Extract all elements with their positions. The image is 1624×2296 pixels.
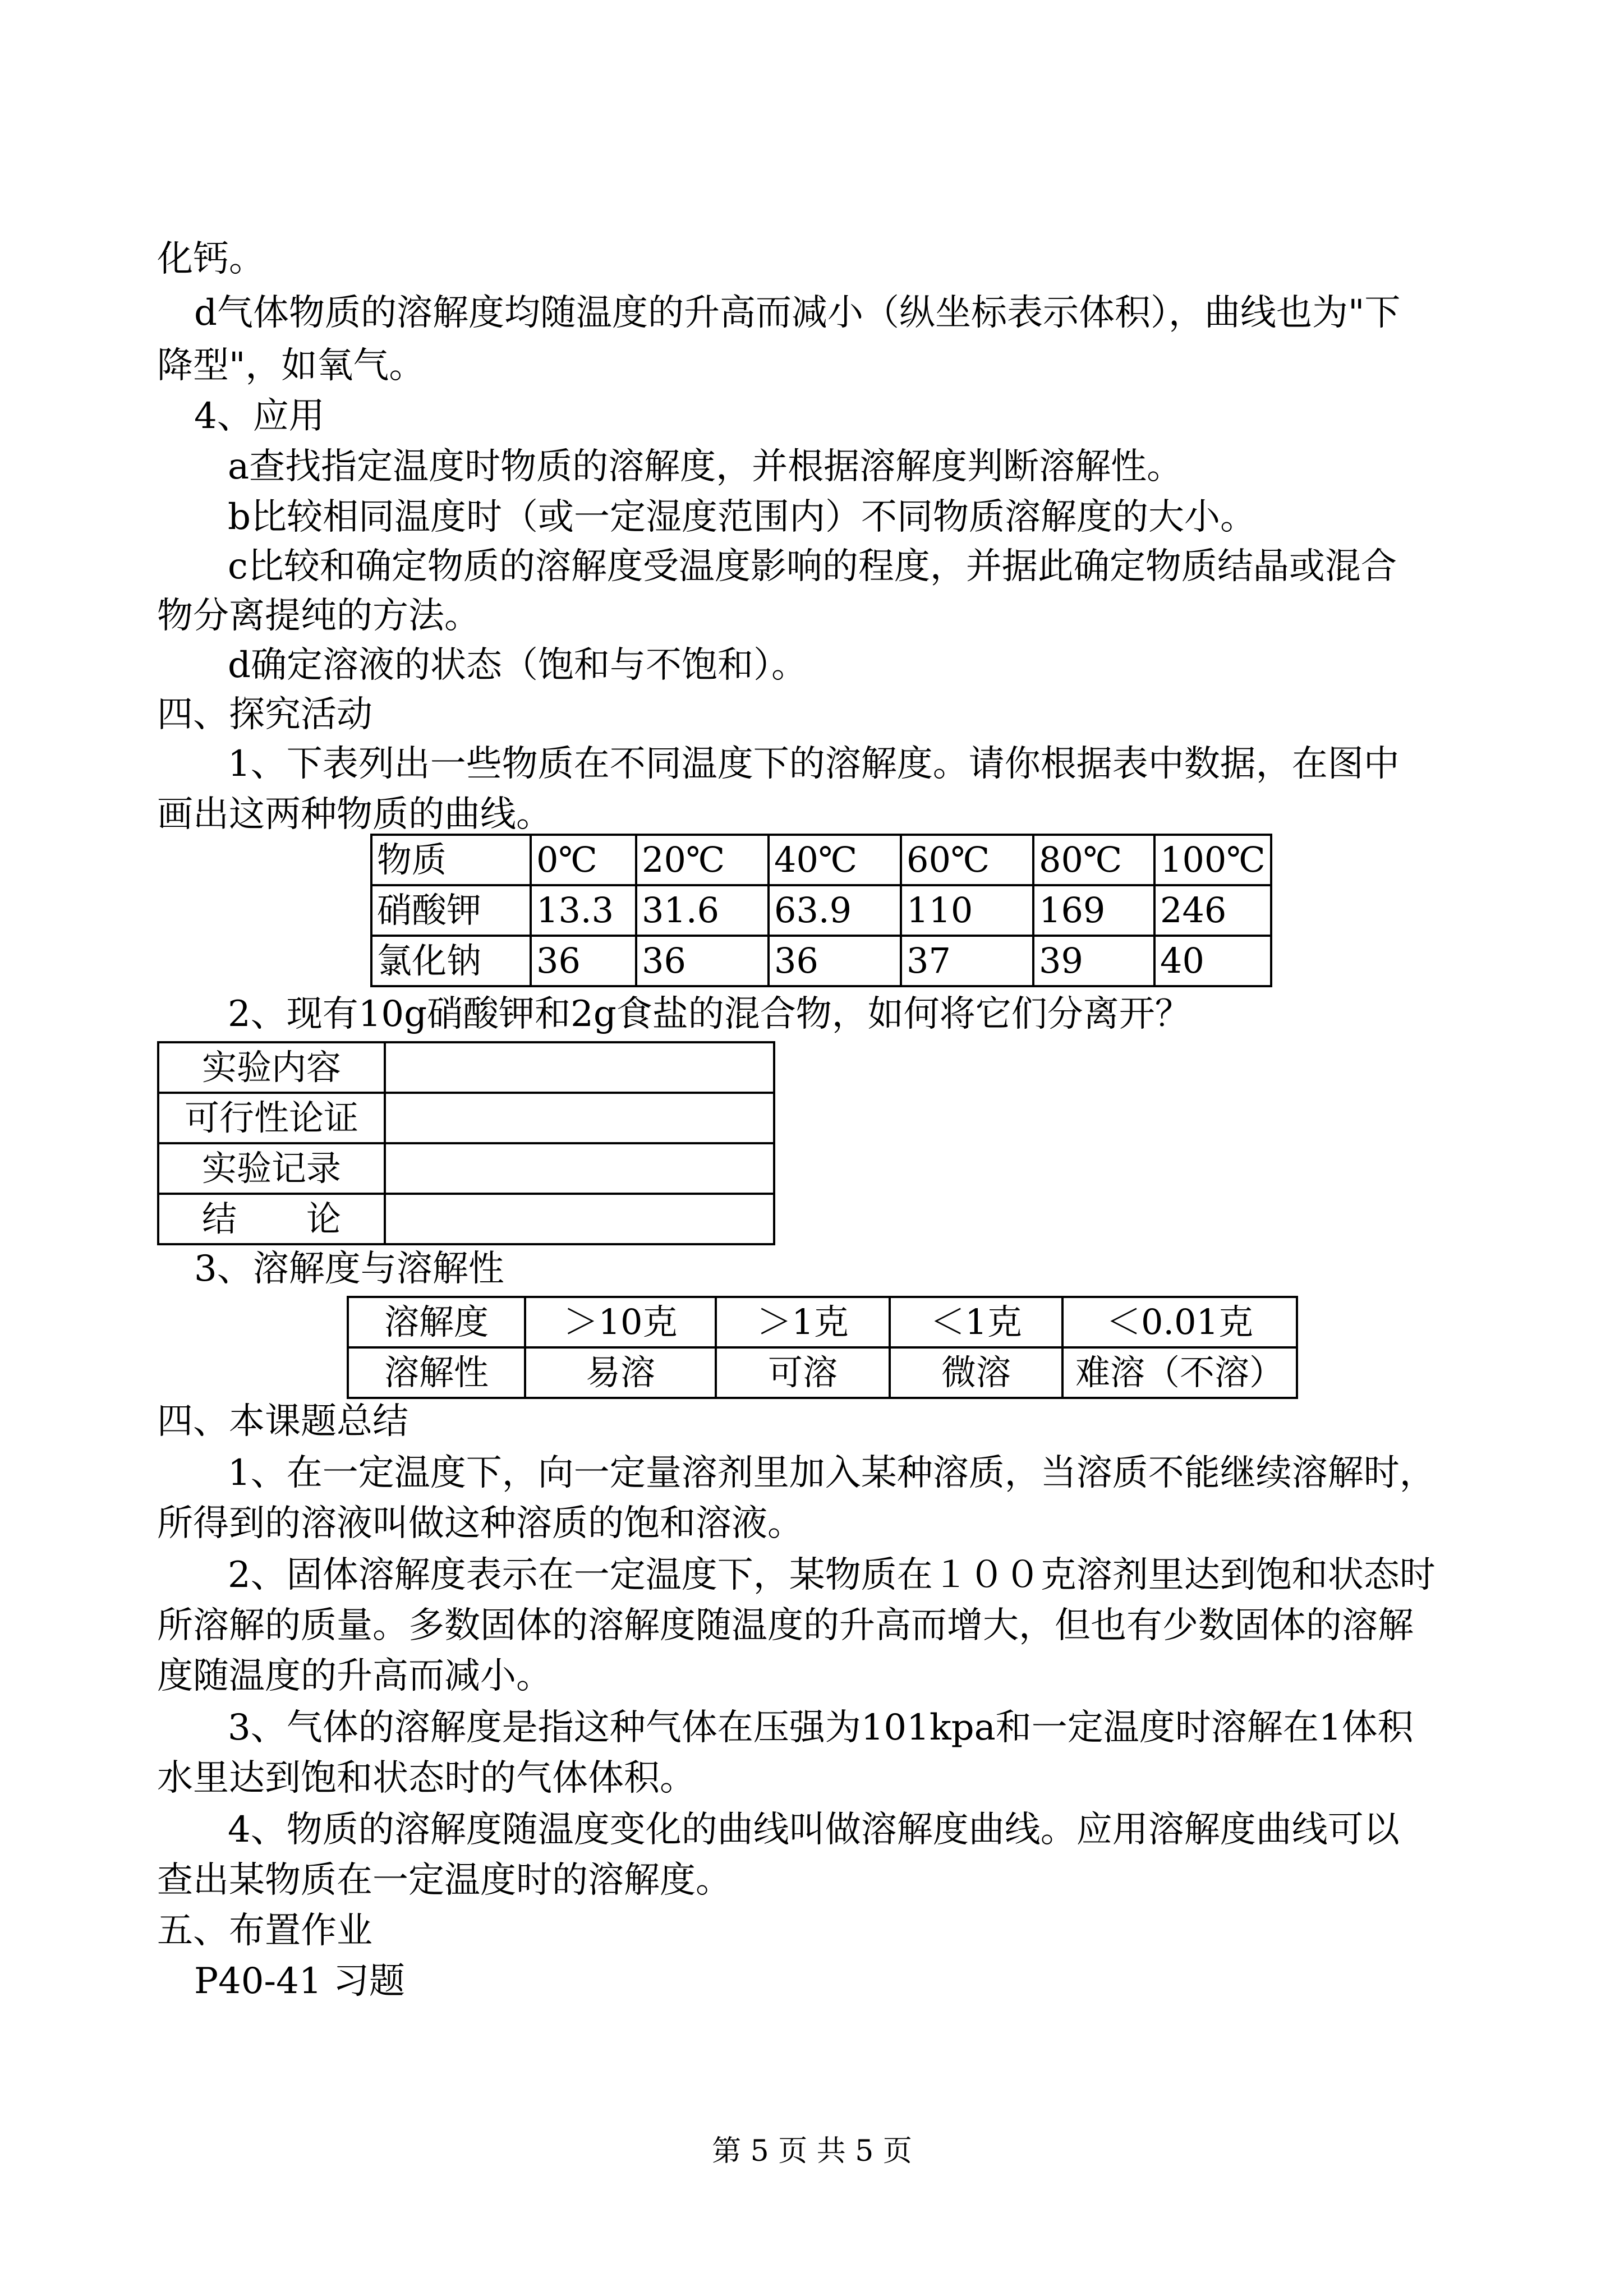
answer-cell[interactable] (385, 1143, 774, 1194)
text-line: 降型"，如氧气。 (157, 345, 425, 386)
table-header-cell: 物质 (371, 835, 531, 885)
text-line: b比较相同温度时（或一定湿度范围内）不同物质溶解度的大小。 (228, 496, 1256, 538)
table-row (371, 936, 1271, 986)
table-cell: ＜1克 (890, 1297, 1062, 1347)
text-line: c比较和确定物质的溶解度受温度影响的程度，并据此确定物质结晶或混合 (228, 546, 1397, 587)
text-line: P40-41 习题 (194, 1961, 405, 2002)
table-row (158, 1143, 774, 1194)
table-row (348, 1297, 1297, 1347)
table-cell: 结 论 (158, 1194, 385, 1244)
table-cell: 40 (1154, 936, 1271, 986)
table-cell: 溶解性 (348, 1347, 525, 1398)
table-header-cell: 40℃ (769, 835, 901, 885)
table-cell: ＞10克 (525, 1297, 716, 1347)
table-row (158, 1093, 774, 1143)
text-line: 3、气体的溶解度是指这种气体在压强为101kpa和一定温度时溶解在1体积 (228, 1707, 1414, 1749)
answer-cell[interactable] (385, 1194, 774, 1244)
solubility-class-table (347, 1296, 1298, 1399)
table-cell: 31.6 (636, 885, 769, 936)
table-cell: 169 (1033, 885, 1154, 936)
section-heading: 四、探究活动 (157, 694, 372, 735)
table-cell: 63.9 (769, 885, 901, 936)
table-cell: 36 (769, 936, 901, 986)
table-cell: 36 (531, 936, 636, 986)
table-cell: 39 (1033, 936, 1154, 986)
table-cell: 36 (636, 936, 769, 986)
table-header-cell: 60℃ (901, 835, 1033, 885)
solubility-table (370, 834, 1272, 987)
text-line: 1、在一定温度下，向一定量溶剂里加入某种溶质，当溶质不能继续溶解时， (228, 1452, 1436, 1494)
text-line: 2、现有10g硝酸钾和2g食盐的混合物，如何将它们分离开？ (228, 993, 1191, 1035)
table-cell: 实验内容 (158, 1042, 385, 1093)
table-cell: 实验记录 (158, 1143, 385, 1194)
table-cell: 难溶（不溶） (1062, 1347, 1297, 1398)
text-line: a查找指定温度时物质的溶解度，并根据溶解度判断溶解性。 (228, 446, 1183, 487)
answer-cell[interactable] (385, 1093, 774, 1143)
text-line: d确定溶液的状态（饱和与不饱和）。 (228, 645, 807, 686)
section-heading: 五、布置作业 (157, 1910, 372, 1952)
table-cell: 110 (901, 885, 1033, 936)
text-line: 2、固体溶解度表示在一定温度下，某物质在１００克溶剂里达到饱和状态时 (228, 1554, 1436, 1596)
table-cell: 246 (1154, 885, 1271, 936)
answer-cell[interactable] (385, 1042, 774, 1093)
text-line: 度随温度的升高而减小。 (157, 1655, 552, 1697)
table-row (158, 1194, 774, 1244)
section-heading: 四、本课题总结 (157, 1401, 408, 1442)
table-cell: 溶解度 (348, 1297, 525, 1347)
text-line: 4、物质的溶解度随温度变化的曲线叫做溶解度曲线。应用溶解度曲线可以 (228, 1809, 1400, 1851)
table-cell: 易溶 (525, 1347, 716, 1398)
table-header-cell: 100℃ (1154, 835, 1271, 885)
table-header-cell: 0℃ (531, 835, 636, 885)
text-line: 查出某物质在一定温度时的溶解度。 (157, 1860, 732, 1901)
text-line: 1、下表列出一些物质在不同温度下的溶解度。请你根据表中数据，在图中 (228, 743, 1400, 785)
text-line: d气体物质的溶解度均随温度的升高而减小（纵坐标表示体积），曲线也为"下 (194, 292, 1401, 334)
table-cell: 可行性论证 (158, 1093, 385, 1143)
table-header-row (371, 835, 1271, 885)
text-line: 3、溶解度与溶解性 (194, 1248, 504, 1290)
table-cell: ＜0.01克 (1062, 1297, 1297, 1347)
text-line: 物分离提纯的方法。 (157, 595, 480, 637)
table-row (371, 885, 1271, 936)
table-row (348, 1347, 1297, 1398)
text-line: 水里达到饱和状态时的气体体积。 (157, 1757, 696, 1799)
table-cell: ＞1克 (716, 1297, 890, 1347)
text-line: 所得到的溶液叫做这种溶质的饱和溶液。 (157, 1503, 803, 1544)
text-line: 画出这两种物质的曲线。 (157, 794, 552, 835)
table-cell: 可溶 (716, 1347, 890, 1398)
table-cell: 13.3 (531, 885, 636, 936)
table-header-cell: 80℃ (1033, 835, 1154, 885)
text-line: 化钙。 (157, 238, 265, 280)
table-header-cell: 20℃ (636, 835, 769, 885)
table-cell: 37 (901, 936, 1033, 986)
text-line: 所溶解的质量。多数固体的溶解度随温度的升高而增大，但也有少数固体的溶解 (157, 1605, 1414, 1646)
table-row (158, 1042, 774, 1093)
section-heading: 4、应用 (194, 395, 325, 437)
page-footer: 第 5 页 共 5 页 (712, 2134, 912, 2168)
table-cell: 氯化钠 (371, 936, 531, 986)
experiment-table (157, 1041, 775, 1245)
table-cell: 微溶 (890, 1347, 1062, 1398)
table-cell: 硝酸钾 (371, 885, 531, 936)
